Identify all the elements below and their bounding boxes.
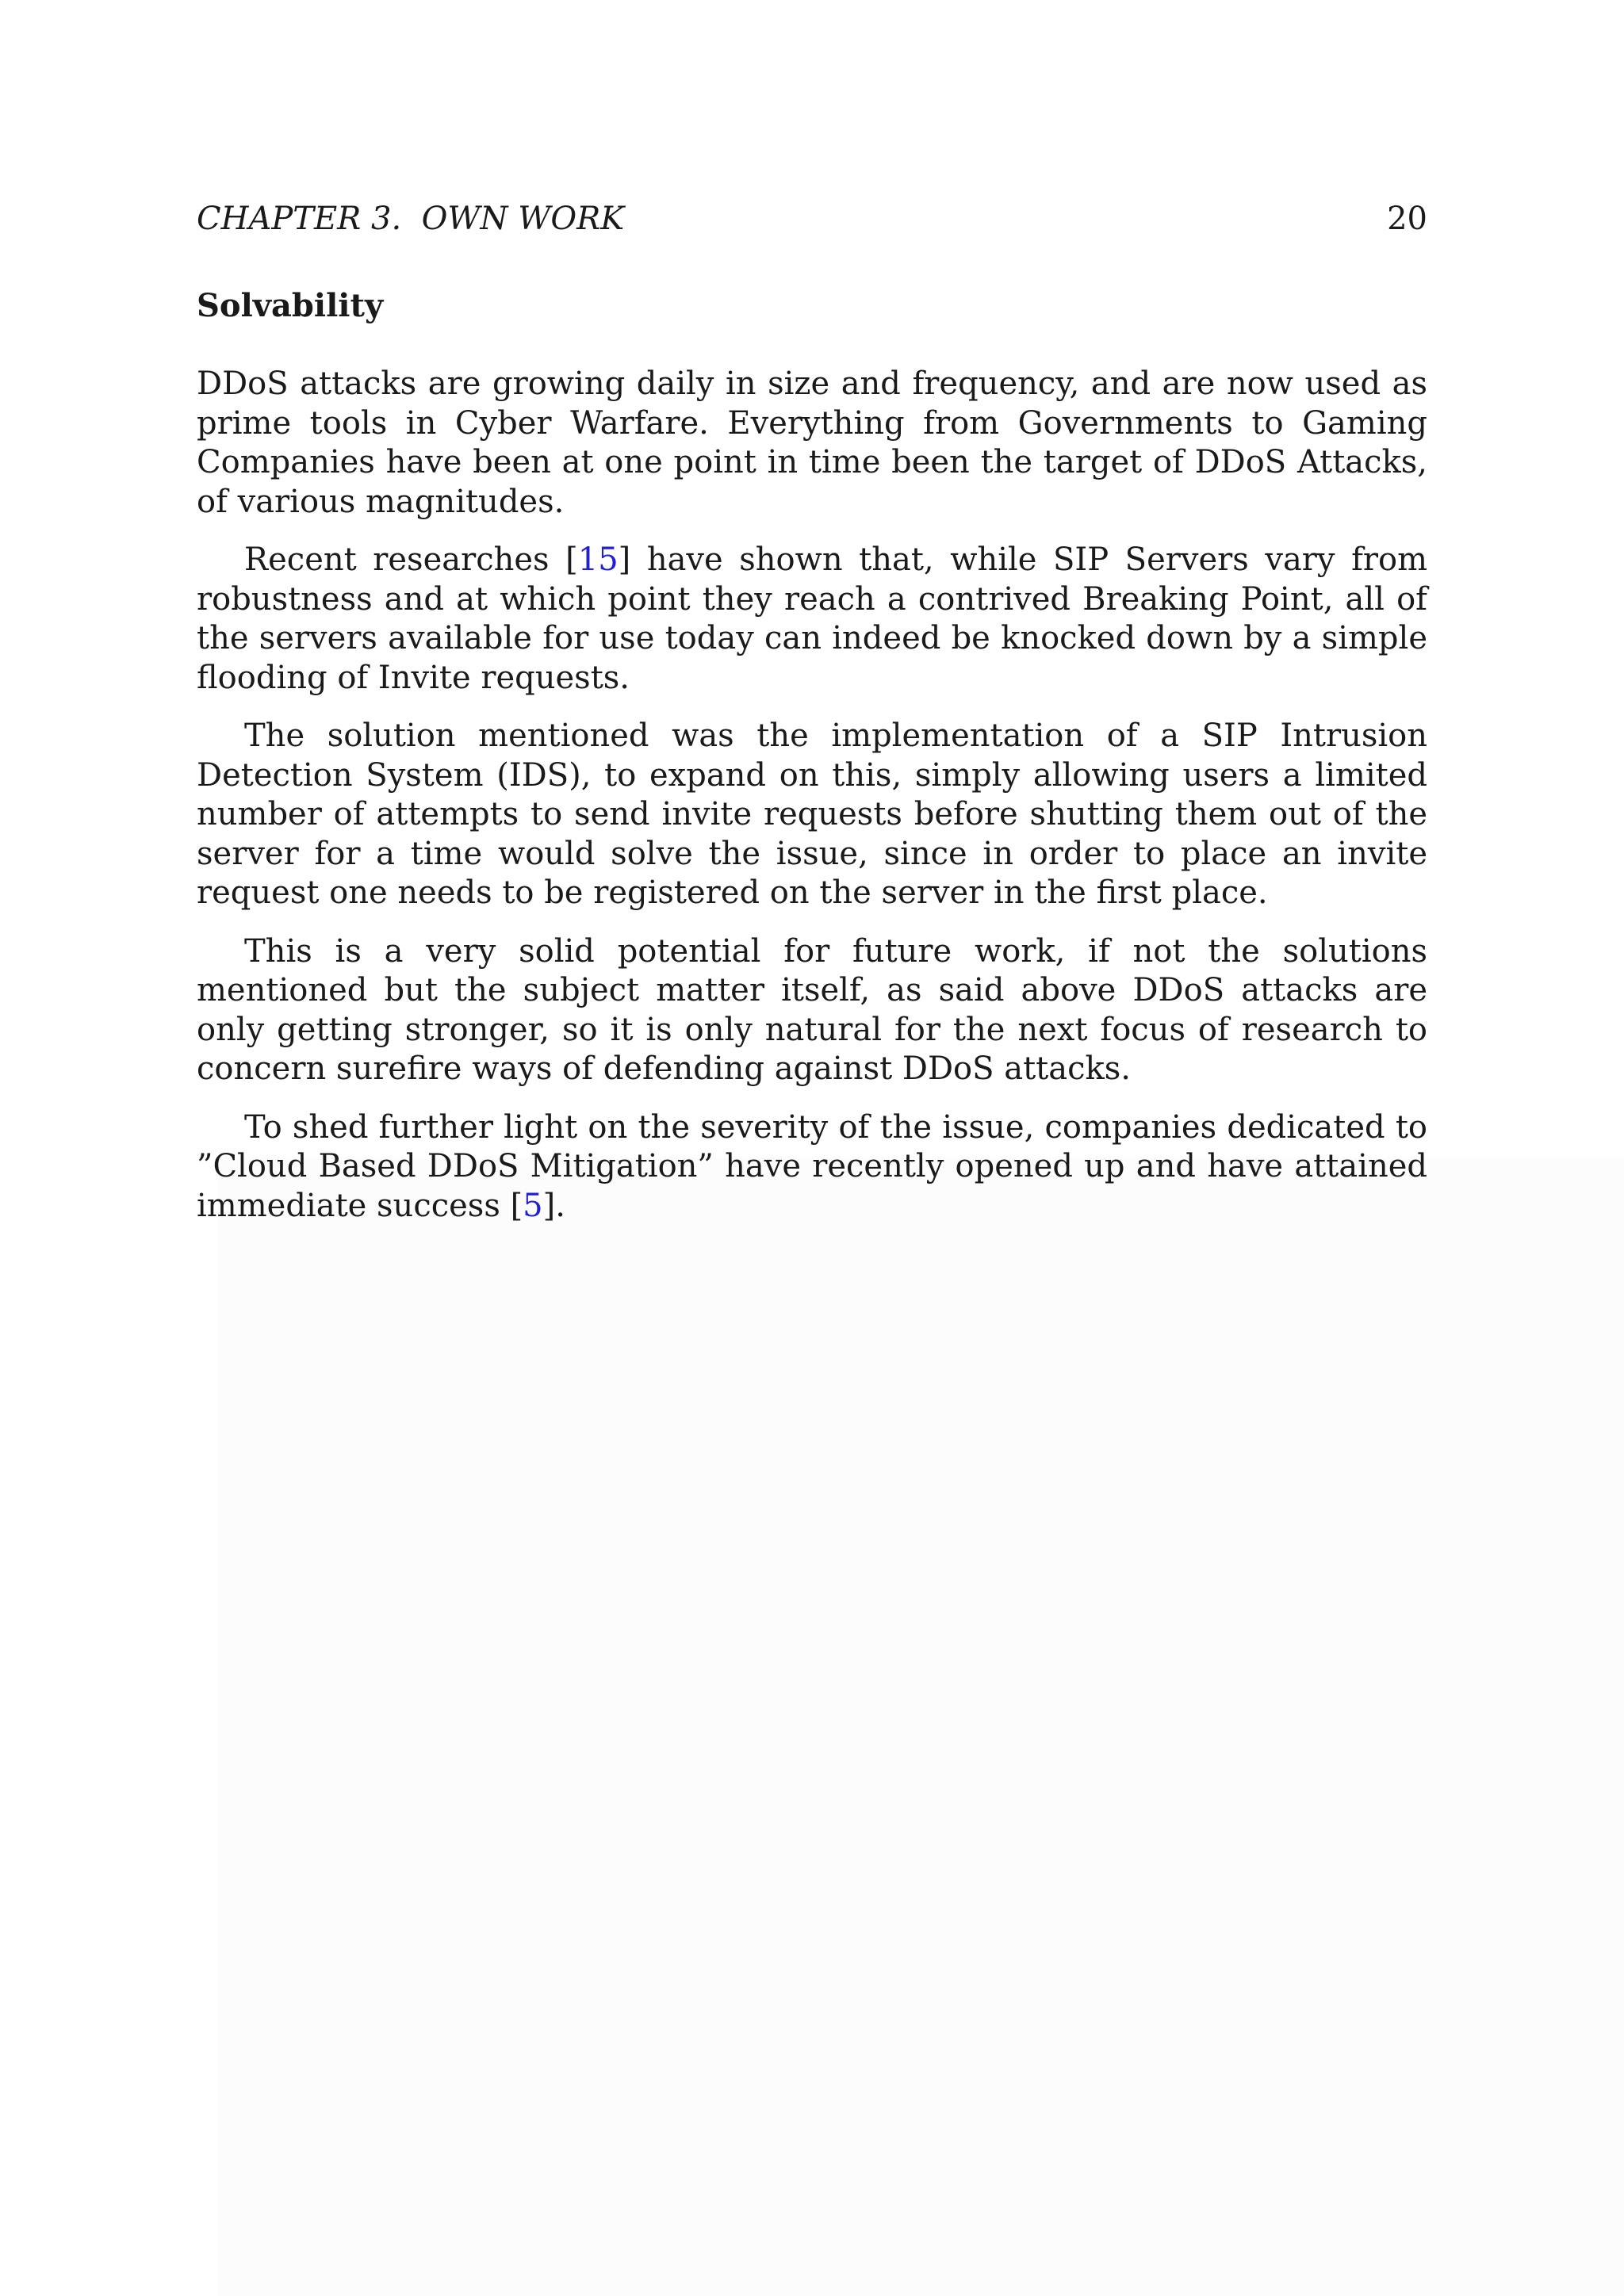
citation-link-15[interactable]: 15	[577, 541, 619, 578]
paragraph-4: This is a very solid potential for future work, if not the solutions mentioned but the subject matter itself, as said above DDoS attacks are only getting stronger, so it is only natural for the next focus of research to concern surefire ways of defending against DDoS attacks.	[197, 932, 1427, 1087]
scan-shading	[218, 1158, 1624, 2296]
body-text	[197, 365, 1427, 1245]
running-head: CHAPTER 3. OWN WORK	[197, 201, 625, 237]
paragraph-2-text-start: Recent researches [	[244, 541, 578, 578]
paragraph-5	[197, 1108, 1427, 1226]
page-number: 20	[1387, 201, 1427, 237]
citation-link-5[interactable]: 5	[523, 1187, 543, 1224]
paragraph-2-text-end: ] have shown that, while SIP Servers vary from robustness and at which point they reach a contrived Breaking Point, all of the servers available for use today can indeed be knocked down by a simple flooding of Invite requests.	[197, 541, 1428, 696]
paragraph-5-text-end: ].	[542, 1187, 565, 1224]
paragraph-1: DDoS attacks are growing daily in size and frequency, and are now used as prime tools in Cyber Warfare. Everything from Governments to Gaming Companies have been at one point in time been the target of DDoS Attacks, of various magnitudes.	[197, 365, 1427, 520]
section-title: Solvability	[197, 287, 384, 324]
page-header	[197, 197, 1427, 241]
paragraph-5-text-start: To shed further light on the severity of the issue, companies dedicated to ”Cloud Based DDoS Mitigation” have recently opened up and have attained immediate success [	[197, 1108, 1427, 1224]
paragraph-3: The solution mentioned was the implementation of a SIP Intrusion Detection System (IDS), to expand on this, simply allowing users a limited number of attempts to send invite requests before shutting them out of the server for a time would solve the issue, since in order to place an invite request one needs to be registered on the server in the first place.	[197, 718, 1427, 911]
paragraph-2	[197, 541, 1427, 698]
